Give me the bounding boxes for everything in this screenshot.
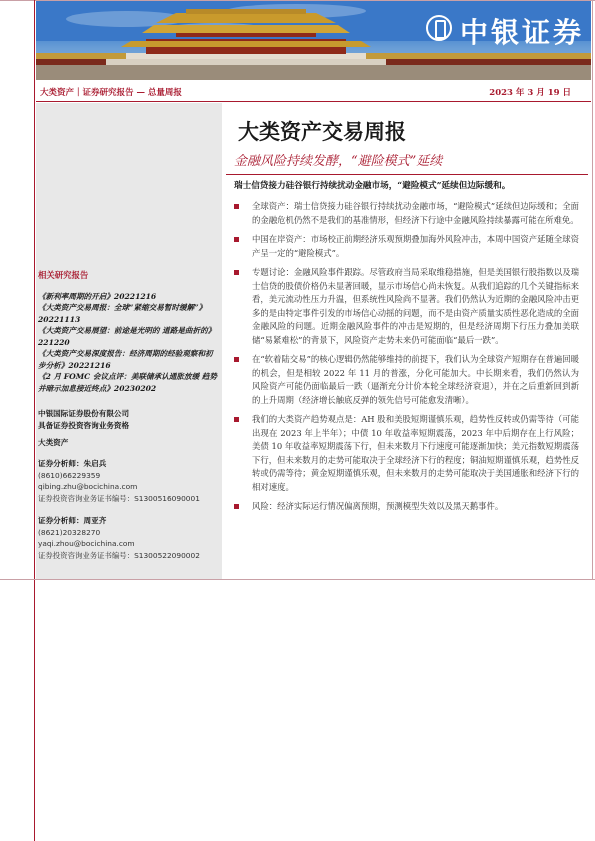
key-points-list [234, 200, 579, 520]
key-point-item [234, 200, 579, 227]
report-category: 大类资产｜证券研究报告 — 总量周报 [40, 88, 182, 98]
related-report-item[interactable]: 《大类资产交易深度报告：经济周期的经验观察和初步分析》20221216 [38, 349, 213, 370]
analyst-title: 证券分析师：朱启兵 [38, 459, 107, 468]
bullet-square-icon [234, 237, 239, 242]
key-point-text: 专题讨论：金融风险事件跟踪。尽管政府当局采取维稳措施，但是美国银行股指数以及瑞士信贷的股债价格仍未显著回暖，显示市场信心尚未恢复。从我们追踪的几个关键指标来看，美元流动性压力升温，但系统性风险尚不显著。我们仍然认为近期的金融风险冲击更多的是由特定事件引发的市场信心动摇的问题，而不是由资产质量实质性恶化造成的全面金融风险的问题。近期金融风险事件的冲击是短期的，但是经济周期下行压力叠加美联储“易紧难松”的背景下，风险资产走势未来仍可能面临“最后一跌”。 [252, 267, 579, 345]
related-report-item[interactable]: 《新利率周期的开启》20221216 [38, 291, 157, 301]
related-research-heading: 相关研究报告 [38, 270, 89, 280]
analyst-cert: 证券投资咨询业务证书编号：S1300516090001 [38, 493, 200, 503]
bullet-square-icon [234, 357, 239, 362]
brand-name: 中银证券 [460, 16, 585, 49]
left-red-rule [34, 0, 35, 841]
report-subtitle: 金融风险持续发酵，“避险模式”延续 [234, 154, 443, 169]
report-summary: 瑞士信贷接力硅谷银行持续扰动金融市场，“避险模式”延续但边际缓和。 [234, 181, 511, 191]
right-border [592, 0, 593, 580]
key-point-text: 风险：经济实际运行情况偏离预期，预测模型失效以及黑天鹅事件。 [252, 501, 504, 511]
related-research-section [38, 270, 220, 394]
key-point-item [234, 413, 579, 494]
report-header-bar [36, 84, 591, 102]
analyst-card [38, 458, 220, 504]
analyst-cert: 证券投资咨询业务证书编号：S1300522090002 [38, 550, 200, 560]
company-info [38, 408, 220, 431]
key-point-text: 全球资产：瑞士信贷接力硅谷银行持续扰动金融市场，“避险模式”延续但边际缓和；全面的金融危机仍然不是我们的基准情形，但经济下行途中金融风险持续暴露可能在所难免。 [252, 201, 579, 225]
analyst-phone: (8610)66229359 [38, 470, 101, 480]
company-name: 中银国际证券股份有限公司 [38, 409, 130, 418]
related-report-list [38, 291, 220, 395]
company-qualification: 具备证券投资咨询业务资格 [38, 420, 130, 430]
key-point-item [234, 233, 579, 260]
related-report-item[interactable]: 《大类资产交易展望：前途是光明的 道路是曲折的》221220 [38, 326, 216, 347]
bank-of-china-logo-icon [426, 15, 452, 41]
key-point-item [234, 266, 579, 347]
related-report-item[interactable]: 《大类资产交易周报：全球“紧缩交易暂时缓解”》20221113 [38, 303, 207, 324]
analyst-title: 证券分析师：周亚齐 [38, 516, 107, 525]
report-date: 2023 年 3 月 19 日 [489, 88, 571, 98]
sector-name: 大类资产 [38, 438, 69, 447]
bullet-square-icon [234, 270, 239, 275]
bullet-square-icon [234, 504, 239, 509]
key-point-text: 中国在岸资产：市场校正前期经济乐观预期叠加海外风险冲击，本周中国资产延随全球资产呈一定的“避险模式”。 [252, 234, 579, 258]
analyst-email[interactable]: qibing.zhu@bocichina.com [38, 482, 138, 491]
bullet-square-icon [234, 204, 239, 209]
key-point-item [234, 353, 579, 407]
analyst-email[interactable]: yaqi.zhou@bocichina.com [38, 539, 135, 548]
bottom-border [0, 579, 595, 580]
analyst-card [38, 515, 220, 561]
sector-label [38, 437, 220, 449]
key-point-text: 在“软着陆交易”的核心逻辑仍然能够维持的前提下，我们认为全球资产短期存在普遍回暖的机会，但是相较 2022 年 11 月的普涨，分化可能加大。中长期来看，我们仍然认为风险资产可能仍面临最后一跌（逼渐充分计价本轮全球经济衰退），并在之后重新回到新的上升周期（经济增长触底反弹的领先信号可能愈发清晰）。 [252, 354, 579, 405]
report-title: 大类资产交易周报 [238, 120, 406, 144]
related-report-item[interactable]: 《2 月 FOMC 会议点评：美联储承认通胀放缓 趋势并暗示加息接近终点》20230202 [38, 372, 217, 393]
key-point-item [234, 500, 579, 514]
title-divider [226, 174, 588, 175]
analyst-phone: (8621)20328270 [38, 527, 101, 537]
header-banner-photo [36, 1, 591, 80]
key-point-text: 我们的大类资产趋势观点是：AH 股和美股短期谨慎乐观，趋势性反转或仍需等待（可能出现在 2023 年上半年）；中债 10 年收益率短期震荡，2023 年中后期存在上行风险；美债 10 年收益率短期震荡下行，但未来数月下行速度可能逐渐加快；美元指数短期震荡下行，但未来数月的走势可能取决于全球经济下行的程度；铜油短期谨慎乐观，趋势性反转或仍需等待；黄金短期谨慎乐观，但未来数月的走势可能取决于美国通胀和经济下行的相对速度。 [252, 414, 579, 492]
bullet-square-icon [234, 417, 239, 422]
